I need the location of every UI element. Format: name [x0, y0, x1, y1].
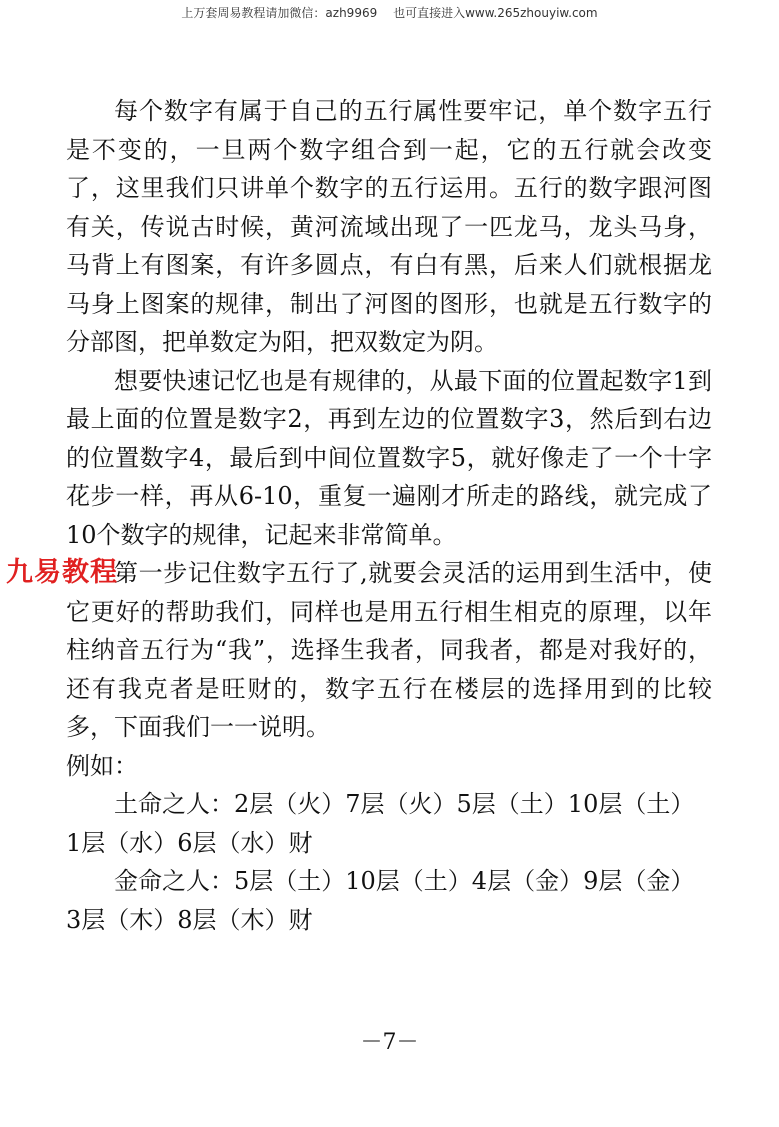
page-number: －7－ — [360, 1030, 419, 1055]
example-2-line-2: 3层（木）8层（木）财 — [66, 905, 313, 934]
header-source-text: 上万套周易教程请加微信：azh9969 — [181, 6, 378, 20]
example-1-line-1: 土命之人：2层（火）7层（火）5层（土）10层（土） — [114, 790, 695, 818]
example-2-line-1: 金命之人：5层（土）10层（土）4层（金）9层（金） — [114, 867, 695, 895]
paragraph-1: 每个数字有属于自己的五行属性要牢记，单个数字五行是不变的，一旦两个数字组合到一起，它的五行就会改变了，这里我们只讲单个数字的五行运用。五行的数字跟河图有关，传说古时候，黄河流域出现了一匹龙马，龙头马身，马背上有图案，有许多圆点，有白有黑，后来人们就根据龙马身上图案的规律，制出了河图的图形，也就是五行数字的分部图，把单数定为阳，把双数定为阴。 — [66, 97, 712, 356]
watermark-logo: 九易教程 — [6, 557, 118, 588]
page-header — [0, 4, 779, 21]
example-label: 例如： — [66, 751, 138, 780]
paragraph-3: 第一步记住数字五行了,就要会灵活的运用到生活中，使它更好的帮助我们，同样也是用五行相生相克的原理，以年柱纳音五行为“我”，选择生我者，同我者，都是对我好的，还有我克者是旺财的，数字五行在楼层的选择用到的比较多，下面我们一一说明。 — [66, 559, 712, 741]
header-site-text: 也可直接进入www.265zhouyiw.com — [393, 6, 598, 20]
document-body — [66, 92, 712, 939]
example-1-line-2: 1层（水）6层（水）财 — [66, 828, 313, 857]
paragraph-2: 想要快速记忆也是有规律的，从最下面的位置起数字1到最上面的位置是数字2，再到左边的位置数字3，然后到右边的位置数字4，最后到中间位置数字5，就好像走了一个十字花步一样，再从6-10，重复一遍刚才所走的路线，就完成了10个数字的规律，记起来非常简单。 — [66, 366, 712, 549]
